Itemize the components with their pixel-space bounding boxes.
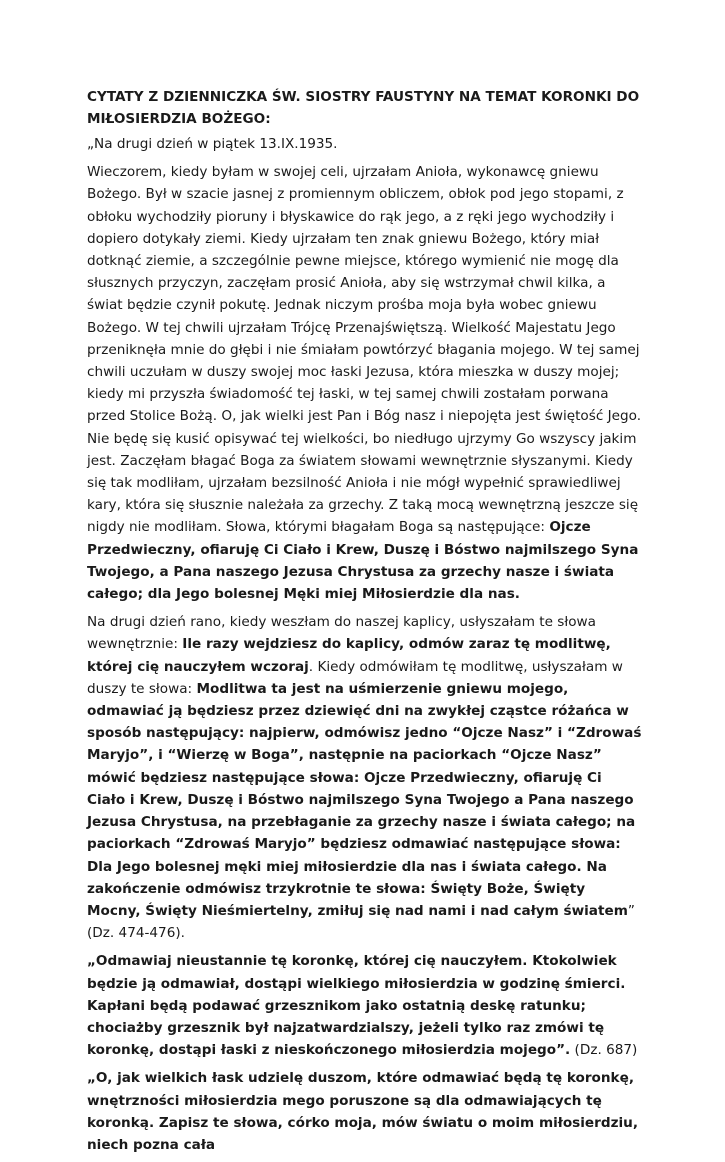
chaplet-intro: Na drugi dzień rano, kiedy weszłam do naszej kaplicy, usłyszałam te słowa wewnętrznie: — [87, 614, 597, 653]
promise-reference: (Dz. 687) — [570, 1042, 638, 1059]
chaplet-paragraph — [87, 611, 643, 944]
vision-paragraph — [87, 161, 643, 605]
graces-text: „O, jak wielkich łask udzielę duszom, które odmawiać będą tę koronkę, wnętrzności miłosierdzia mego poruszone są dla odmawiających tę koronką. Zapisz te słowa, córko moja, mów światu o moim miłosierdziu, niech pozna cała — [87, 1070, 638, 1153]
graces-paragraph — [87, 1067, 643, 1156]
document-title: CYTATY Z DZIENNICZKA ŚW. SIOSTRY FAUSTYNY NA TEMAT KORONKI DO MIŁOSIERDZIA BOŻEGO: — [87, 89, 640, 127]
chaplet-reference: ” (Dz. 474-476). — [87, 902, 635, 942]
date-paragraph: „Na drugi dzień w piątek 13.IX.1935. — [87, 136, 338, 152]
chaplet-method: Modlitwa ta jest na uśmierzenie gniewu mojego, odmawiać ją będziesz przez dziewięć dni na zwykłej cząstce różańca w sposób następujący: najpierw, odmówisz jedno “Ojcze Nasz” i “Zdrowaś Maryjo”, i “Wierzę w Boga”, następnie na paciorkach “Ojcze Nasz” mówić będziesz następujące słowa: Ojcze Przedwieczny, ofiaruję Ci Ciało i Krew, Duszę i Bóstwo najmilszego Syna Twojego a Pana naszego Jezusa Chrystusa, na przebłaganie za grzechy nasze i świata całego; na paciorkach “Zdrowaś Maryjo” będziesz odmawiać następujące słowa: Dla Jego bolesnej męki miej miłosierdzie dla nas i świata całego. Na zakończenie odmówisz trzykrotnie te słowa: Święty Boże, Święty Mocny, Święty Nieśmiertelny, zmiłuj się nad nami i nad całym światem — [87, 680, 642, 919]
vision-text: Wieczorem, kiedy byłam w swojej celi, ujrzałam Anioła, wykonawcę gniewu Bożego. Był w szacie jasnej z promiennym obliczem, obłok pod jego stopami, z obłoku wychodziły pioruny i błyskawice do rąk jego, a z ręki jego wychodziły i dopiero dotykały ziemi. Kiedy ujrzałam ten znak gniewu Bożego, który miał dotknąć ziemie, a szczególnie pewne miejsce, którego wymienić nie mogę dla słusznych przyczyn, zaczęłam prosić Anioła, aby się wstrzymał chwil kilka, a świat będzie czynił pokutę. Jednak niczym prośba moja była wobec gniewu Bożego. W tej chwili ujrzałam Trójcę Przenajświętszą. Wielkość Majestatu Jego przeniknęła mnie do głębi i nie śmiałam powtórzyć błagania mojego. W tej samej chwili uczułam w duszy swojej moc łaski Jezusa, która mieszka w duszy mojej; kiedy mi przyszła świadomość tej łaski, w tej samej chwili zostałam porwana przed Stolice Bożą. O, jak wielki jest Pan i Bóg nasz i niepojęta jest świętość Jego. Nie będę się kusić opisywać tej wielkości, bo niedługo ujrzymy Go wszyscy jakim jest. Zaczęłam błagać Boga za światem słowami wewnętrznie słyszanymi. Kiedy się tak modliłam, ujrzałam bezsilność Anioła i nie mógł wypełnić sprawiedliwej kary, która się słusznie należała za grzechy. Z taką mocą wewnętrzną jeszcze się nigdy nie modliłam. Słowa, którymi błagałam Boga są następujące: — [87, 164, 642, 536]
document-page — [87, 86, 643, 1162]
chaplet-mid: . Kiedy odmówiłam tę modlitwę, usłyszałam w duszy te słowa: — [87, 658, 623, 697]
prayer-text: Ojcze Przedwieczny, ofiaruję Ci Ciało i Krew, Duszę i Bóstwo najmilszego Syna Twojego, a Pana naszego Jezusa Chrystusa za grzechy nasze i świata całego; dla Jego bolesnej Męki miej Miłosierdzie dla nas. — [87, 519, 639, 603]
promise-text: „Odmawiaj nieustannie tę koronkę, której cię nauczyłem. Ktokolwiek będzie ją odmawiał, dostąpi wielkiego miłosierdzia w godzinę śmierci. Kapłani będą podawać grzesznikom jako ostatnią deskę ratunku; chociażby grzesznik był najzatwardzialszy, jeżeli tylko raz zmówi tę koronkę, dostąpi łaski z nieskończonego miłosierdzia mojego”. — [87, 953, 626, 1059]
chaplet-instruction: Ile razy wejdziesz do kaplicy, odmów zaraz tę modlitwę, której cię nauczyłem wczoraj — [87, 636, 611, 675]
promise-paragraph — [87, 950, 643, 1061]
